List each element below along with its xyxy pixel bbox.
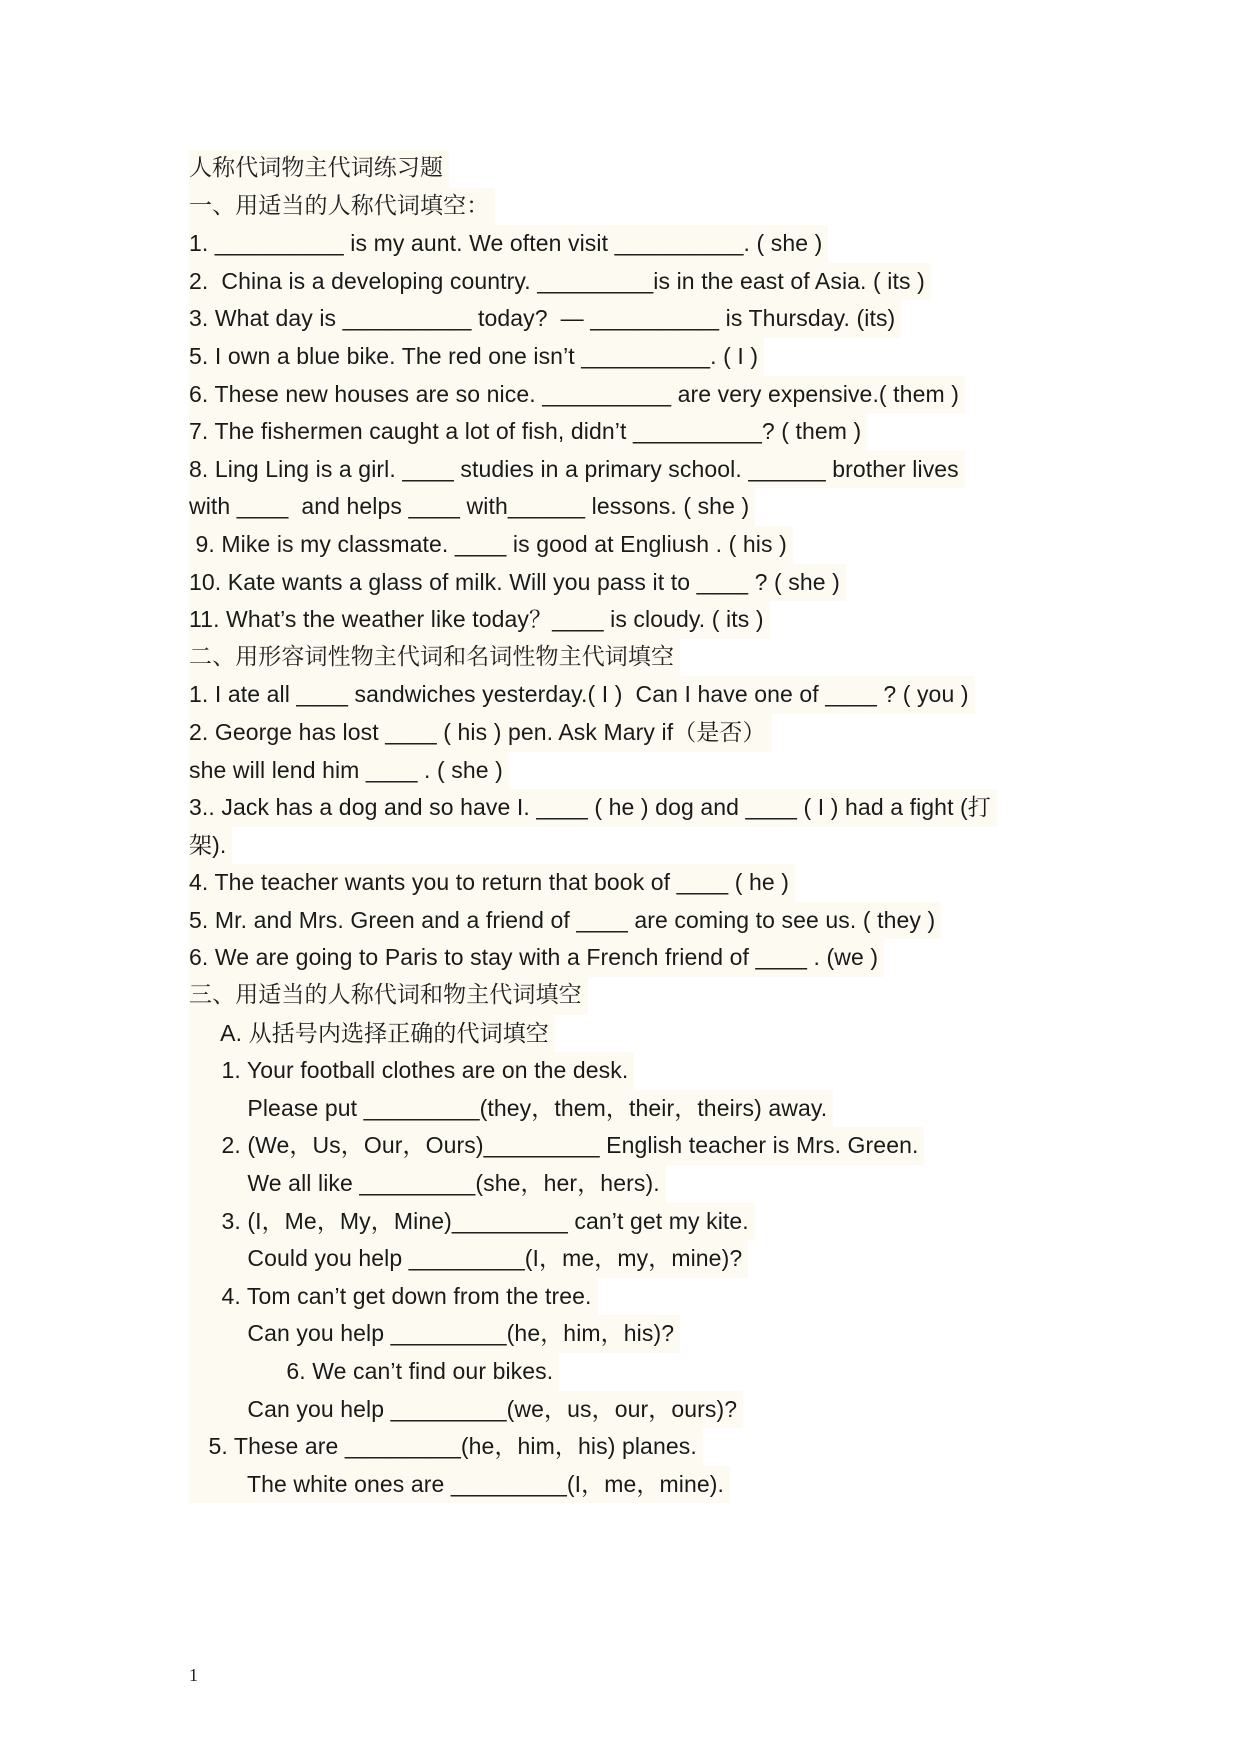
exercise-line: 3.. Jack has a dog and so have I. ____ ( he ) dog and ____ ( I ) had a fight (打 xyxy=(189,789,997,827)
exercise-line: 架). xyxy=(189,827,232,865)
exercise-line: 3. What day is __________ today? — __________ is Thursday. (its) xyxy=(189,300,901,338)
exercise-line: 7. The fishermen caught a lot of fish, didn’t __________? ( them ) xyxy=(189,413,867,451)
exercise-line: 3. (I，Me，My，Mine)_________ can’t get my kite. xyxy=(189,1203,755,1241)
exercise-line: Could you help _________(I，me，my，mine)? xyxy=(189,1240,748,1278)
exercise-line: 10. Kate wants a glass of milk. Will you pass it to ____ ? ( she ) xyxy=(189,564,846,602)
document-title: 人称代词物主代词练习题 xyxy=(189,150,449,188)
exercise-line: Please put _________(they，them，their，theirs) away. xyxy=(189,1090,833,1128)
exercise-line: 6. We can’t find our bikes. xyxy=(189,1353,559,1391)
document-body xyxy=(189,150,1059,1503)
exercise-line: 2. (We，Us，Our，Ours)_________ English teacher is Mrs. Green. xyxy=(189,1127,924,1165)
exercise-line: 11. What’s the weather like today？____ is cloudy. ( its ) xyxy=(189,601,770,639)
exercise-line: 4. Tom can’t get down from the tree. xyxy=(189,1278,598,1316)
exercise-line: 5. These are _________(he，him，his) planes. xyxy=(189,1428,703,1466)
exercise-line: 5. Mr. and Mrs. Green and a friend of ____ are coming to see us. ( they ) xyxy=(189,902,941,940)
exercise-line: 4. The teacher wants you to return that book of ____ ( he ) xyxy=(189,864,795,902)
exercise-line: 1. Your football clothes are on the desk. xyxy=(189,1052,634,1090)
exercise-line: Can you help _________(we，us，our，ours)? xyxy=(189,1391,743,1429)
exercise-line: 9. Mike is my classmate. ____ is good at Engliush . ( his ) xyxy=(189,526,793,564)
section1-heading: 一、用适当的人称代词填空： xyxy=(189,188,495,226)
exercise-line: 5. I own a blue bike. The red one isn’t __________. ( I ) xyxy=(189,338,764,376)
page-number: 1 xyxy=(189,1665,198,1685)
exercise-line: We all like _________(she，her，hers). xyxy=(189,1165,666,1203)
section2-heading: 二、用形容词性物主代词和名词性物主代词填空 xyxy=(189,639,680,677)
exercise-line: The white ones are _________(I，me，mine). xyxy=(189,1466,730,1504)
section3-heading: 三、用适当的人称代词和物主代词填空 xyxy=(189,977,588,1015)
exercise-line: with ____ and helps ____ with______ lessons. ( she ) xyxy=(189,488,755,526)
exercise-line: 6. These new houses are so nice. __________ are very expensive.( them ) xyxy=(189,376,965,414)
exercise-line: 1. __________ is my aunt. We often visit __________. ( she ) xyxy=(189,225,828,263)
exercise-line: 2. George has lost ____ ( his ) pen. Ask Mary if（是否） xyxy=(189,714,772,752)
exercise-line: 1. I ate all ____ sandwiches yesterday.( I ) Can I have one of ____ ? ( you ) xyxy=(189,676,975,714)
exercise-line: Can you help _________(he，him，his)? xyxy=(189,1315,680,1353)
exercise-line: 8. Ling Ling is a girl. ____ studies in a primary school. ______ brother lives xyxy=(189,451,965,489)
section3-subheading: A. 从括号内选择正确的代词填空 xyxy=(189,1015,555,1053)
exercise-line: 2. China is a developing country. _________is in the east of Asia. ( its ) xyxy=(189,263,931,301)
exercise-line: 6. We are going to Paris to stay with a French friend of ____ . (we ) xyxy=(189,939,884,977)
exercise-line: she will lend him ____ . ( she ) xyxy=(189,752,509,790)
